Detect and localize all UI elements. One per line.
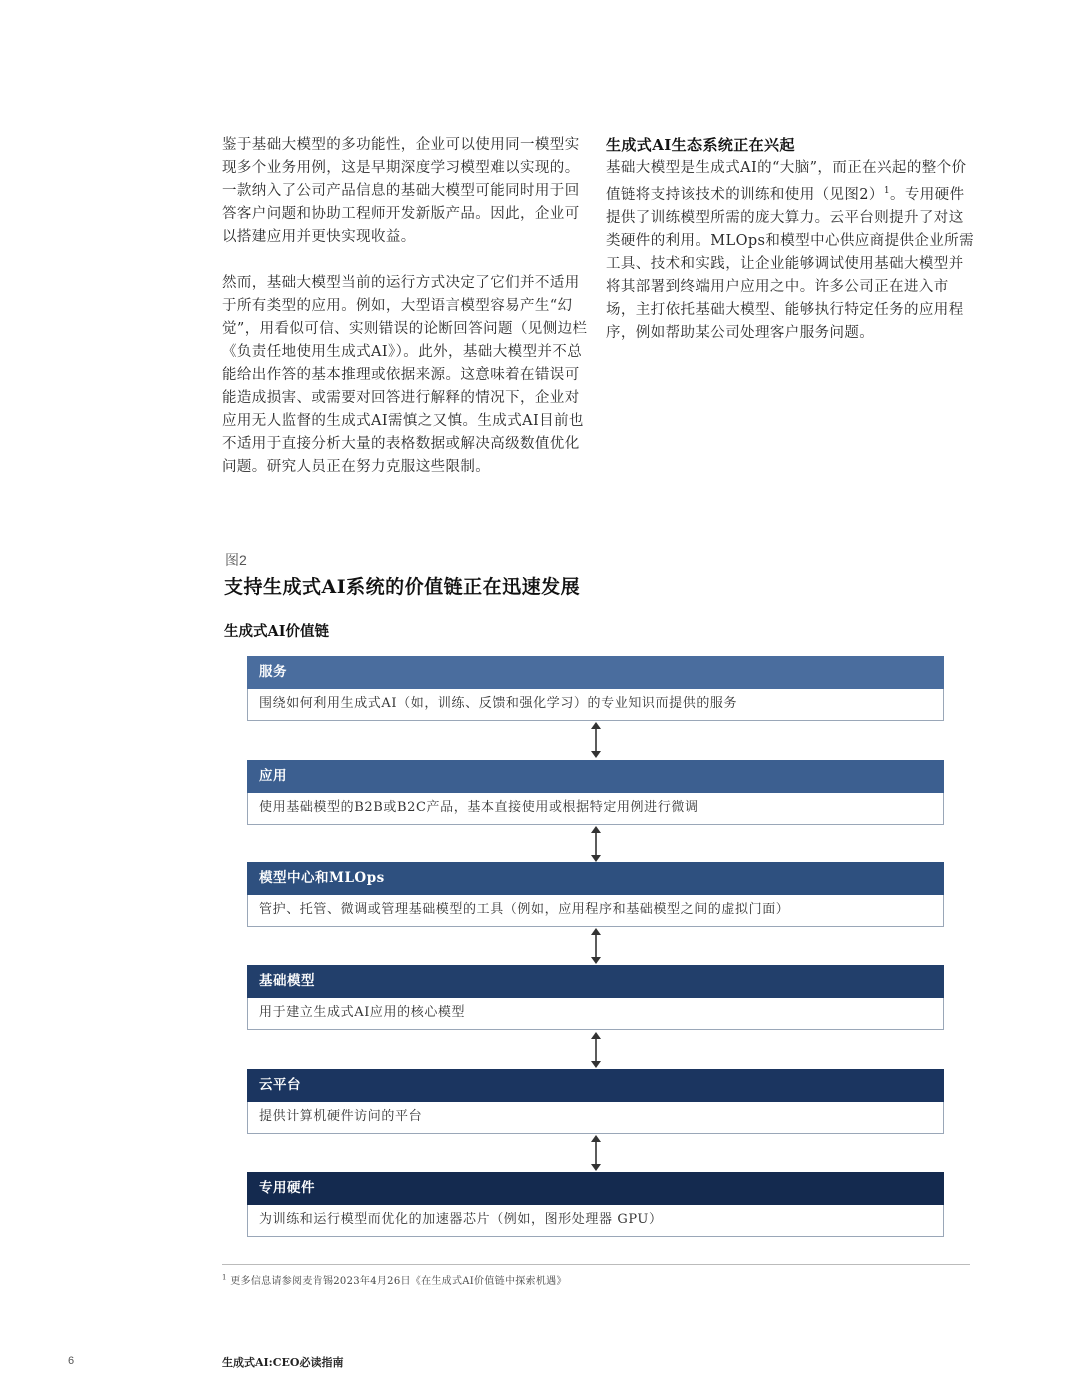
layer-title: 云平台	[247, 1069, 944, 1102]
layer-title: 基础模型	[247, 965, 944, 998]
double-arrow-icon	[589, 825, 603, 863]
layer-title: 专用硬件	[247, 1172, 944, 1205]
value-chain-layer-model-hubs-mlops	[247, 862, 944, 927]
figure-subtitle: 生成式AI价值链	[224, 623, 330, 640]
value-chain-layer-foundation-models	[247, 965, 944, 1030]
body-paragraph: 然而，基础大模型当前的运行方式决定了它们并不适用于所有类型的应用。例如，大型语言模型容易产生“幻觉”，用看似可信、实则错误的论断回答问题（见侧边栏《负责任地使用生成式AI》）。此外，基础大模型并不总能给出作答的基本推理或依据来源。这意味着在错误可能造成损害、或需要对回答进行解释的情况下，企业对应用无人监督的生成式AI需慎之又慎。生成式AI目前也不适用于直接分析大量的表格数据或解决高级数值优化问题。研究人员正在努力克服这些限制。	[222, 275, 588, 475]
value-chain-layer-services	[247, 656, 944, 721]
layer-description: 使用基础模型的B2B或B2C产品，基本直接使用或根据特定用例进行微调	[247, 793, 944, 825]
value-chain-layer-applications	[247, 760, 944, 825]
section-heading: 生成式AI生态系统正在兴起	[606, 136, 795, 154]
footnote-reference[interactable]: 1	[883, 186, 890, 196]
body-paragraph: 鉴于基础大模型的多功能性，企业可以使用同一模型实现多个业务用例，这是早期深度学习模型难以实现的。一款纳入了公司产品信息的基础大模型可能同时用于回答客户问题和协助工程师开发新版产品。因此，企业可以搭建应用并更快实现收益。	[222, 137, 580, 245]
figure-title: 支持生成式AI系统的价值链正在迅速发展	[224, 576, 581, 598]
footnote-marker: 1	[222, 1273, 227, 1282]
footnote-text: 更多信息请参阅麦肯锡2023年4月26日《在生成式AI价值链中探索机遇》	[230, 1276, 567, 1287]
layer-title: 服务	[247, 656, 944, 689]
footnote	[222, 1272, 567, 1287]
double-arrow-icon	[589, 927, 603, 965]
layer-description: 围绕如何利用生成式AI（如，训练、反馈和强化学习）的专业知识而提供的服务	[247, 689, 944, 721]
left-column	[222, 134, 588, 502]
layer-description: 管护、托管、微调或管理基础模型的工具（例如，应用程序和基础模型之间的虚拟门面）	[247, 895, 944, 927]
layer-title: 模型中心和MLOps	[247, 862, 944, 895]
layer-description: 用于建立生成式AI应用的核心模型	[247, 998, 944, 1030]
layer-description: 为训练和运行模型而优化的加速器芯片（例如，图形处理器 GPU）	[247, 1205, 944, 1237]
figure-label: 图2	[225, 552, 247, 568]
value-chain-layer-cloud-platforms	[247, 1069, 944, 1134]
double-arrow-icon	[589, 1031, 603, 1069]
body-paragraph	[606, 157, 976, 345]
layer-title: 应用	[247, 760, 944, 793]
double-arrow-icon	[589, 721, 603, 759]
running-footer-title: 生成式AI:CEO必读指南	[222, 1356, 344, 1369]
layer-description: 提供计算机硬件访问的平台	[247, 1102, 944, 1134]
page-number: 6	[68, 1355, 75, 1367]
body-text: 基础大模型是生成式AI的“大脑”，而正在兴起的整个价值链将支持该技术的训练和使用（见图2）	[606, 160, 967, 203]
body-text: 。专用硬件提供了训练模型所需的庞大算力。云平台则提升了对这类硬件的利用。MLOps和模型中心供应商提供企业所需工具、技术和实践，让企业能够调试使用基础大模型并将其部署到终端用户应用之中。许多公司正在进入市场，主打依托基础大模型、能够执行特定任务的应用程序，例如帮助某公司处理客户服务问题。	[606, 186, 974, 341]
footnote-divider	[222, 1264, 970, 1265]
right-column	[606, 134, 976, 368]
value-chain-layer-specialized-hardware	[247, 1172, 944, 1237]
double-arrow-icon	[589, 1134, 603, 1172]
